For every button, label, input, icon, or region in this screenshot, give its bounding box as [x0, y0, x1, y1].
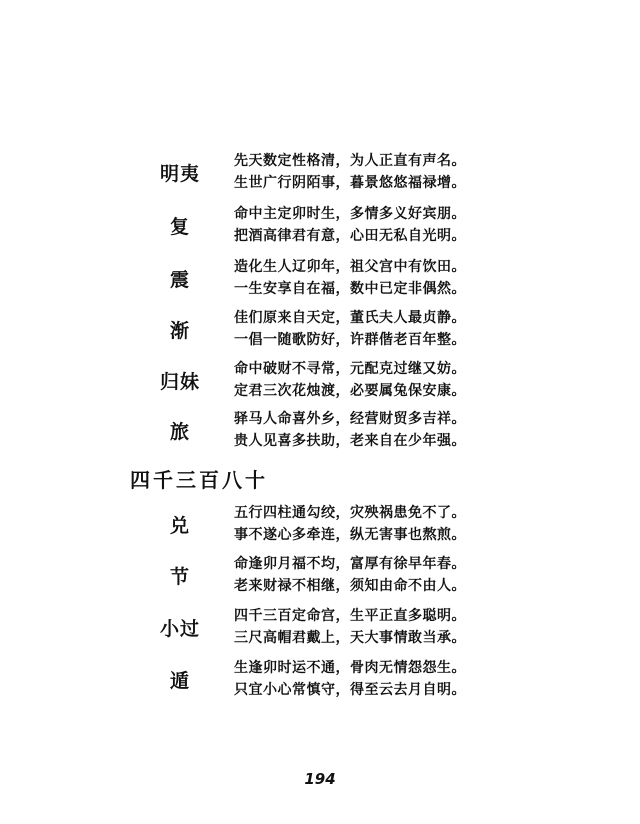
verse-line: 只宜小心常慎守，得至云去月自明。 [234, 682, 466, 698]
verse-text [234, 605, 634, 649]
verse-line: 命中主定卯时生，多情多义好宾朋。 [234, 206, 466, 222]
verse-entry [0, 150, 640, 194]
verse-text [234, 657, 634, 701]
verse-entry [0, 553, 640, 597]
verse-entry [0, 307, 640, 351]
verse-text [234, 502, 634, 546]
verse-line: 贵人见喜多扶助，老来自在少年强。 [234, 433, 466, 449]
hexagram-name: 复 [169, 215, 190, 238]
verse-line: 造化生人辽卯年，祖父宫中有饮田。 [234, 259, 466, 275]
verse-line: 生逢卯时运不通，骨肉无情怨怨生。 [234, 660, 466, 676]
hexagram-name: 遁 [169, 669, 190, 692]
verse-line: 一生安享自在福，数中已定非偶然。 [234, 281, 466, 297]
section-heading: 四千三百八十 [130, 468, 268, 492]
hexagram-name: 明夷 [159, 162, 200, 185]
verse-entry [0, 605, 640, 649]
verse-text [234, 307, 634, 351]
verse-line: 生世广行阴陌事，暮景悠悠福禄增。 [234, 175, 466, 191]
verse-line: 定君三次花烛渡，必要属兔保安康。 [234, 383, 466, 399]
verse-line: 老来财禄不相继，须知由命不由人。 [234, 578, 466, 594]
verse-text [234, 358, 634, 402]
verse-line: 命中破财不寻常，元配克过继又妨。 [234, 361, 466, 377]
hexagram-name: 兑 [169, 514, 190, 537]
verse-line: 五行四柱通勾绞，灾殃祸患免不了。 [234, 505, 466, 521]
verse-line: 佳们原来自天定，董氏夫人最贞静。 [234, 310, 466, 326]
verse-entry [0, 256, 640, 300]
verse-line: 把酒高律君有意，心田无私自光明。 [234, 228, 466, 244]
verse-line: 一倡一随歌防好，许群偕老百年整。 [234, 332, 466, 348]
verse-line: 驿马人命喜外乡，经营财贸多吉祥。 [234, 411, 466, 427]
verse-text [234, 150, 634, 194]
verse-line: 四千三百定命宫，生平正直多聪明。 [234, 608, 466, 624]
hexagram-name: 震 [169, 268, 190, 291]
hexagram-name: 旅 [169, 420, 190, 443]
verse-entry [0, 203, 640, 247]
verse-line: 三尺高帽君戴上，天大事情敢当承。 [234, 630, 466, 646]
hexagram-name: 归妹 [159, 370, 200, 393]
verse-line: 命逢卯月福不均，富厚有徐早年春。 [234, 556, 466, 572]
hexagram-name: 节 [169, 565, 190, 588]
verse-entry [0, 502, 640, 546]
verse-text [234, 553, 634, 597]
verse-line: 事不遂心多牵连，纵无害事也熬煎。 [234, 527, 466, 543]
verse-entry [0, 358, 640, 402]
page-number: 194 [304, 770, 336, 788]
verse-text [234, 256, 634, 300]
hexagram-name: 小过 [159, 617, 200, 640]
verse-line: 先天数定性格清，为人正直有声名。 [234, 153, 466, 169]
verse-text [234, 408, 634, 452]
verse-entry [0, 657, 640, 701]
verse-text [234, 203, 634, 247]
verse-entry [0, 408, 640, 452]
hexagram-name: 渐 [169, 319, 190, 342]
